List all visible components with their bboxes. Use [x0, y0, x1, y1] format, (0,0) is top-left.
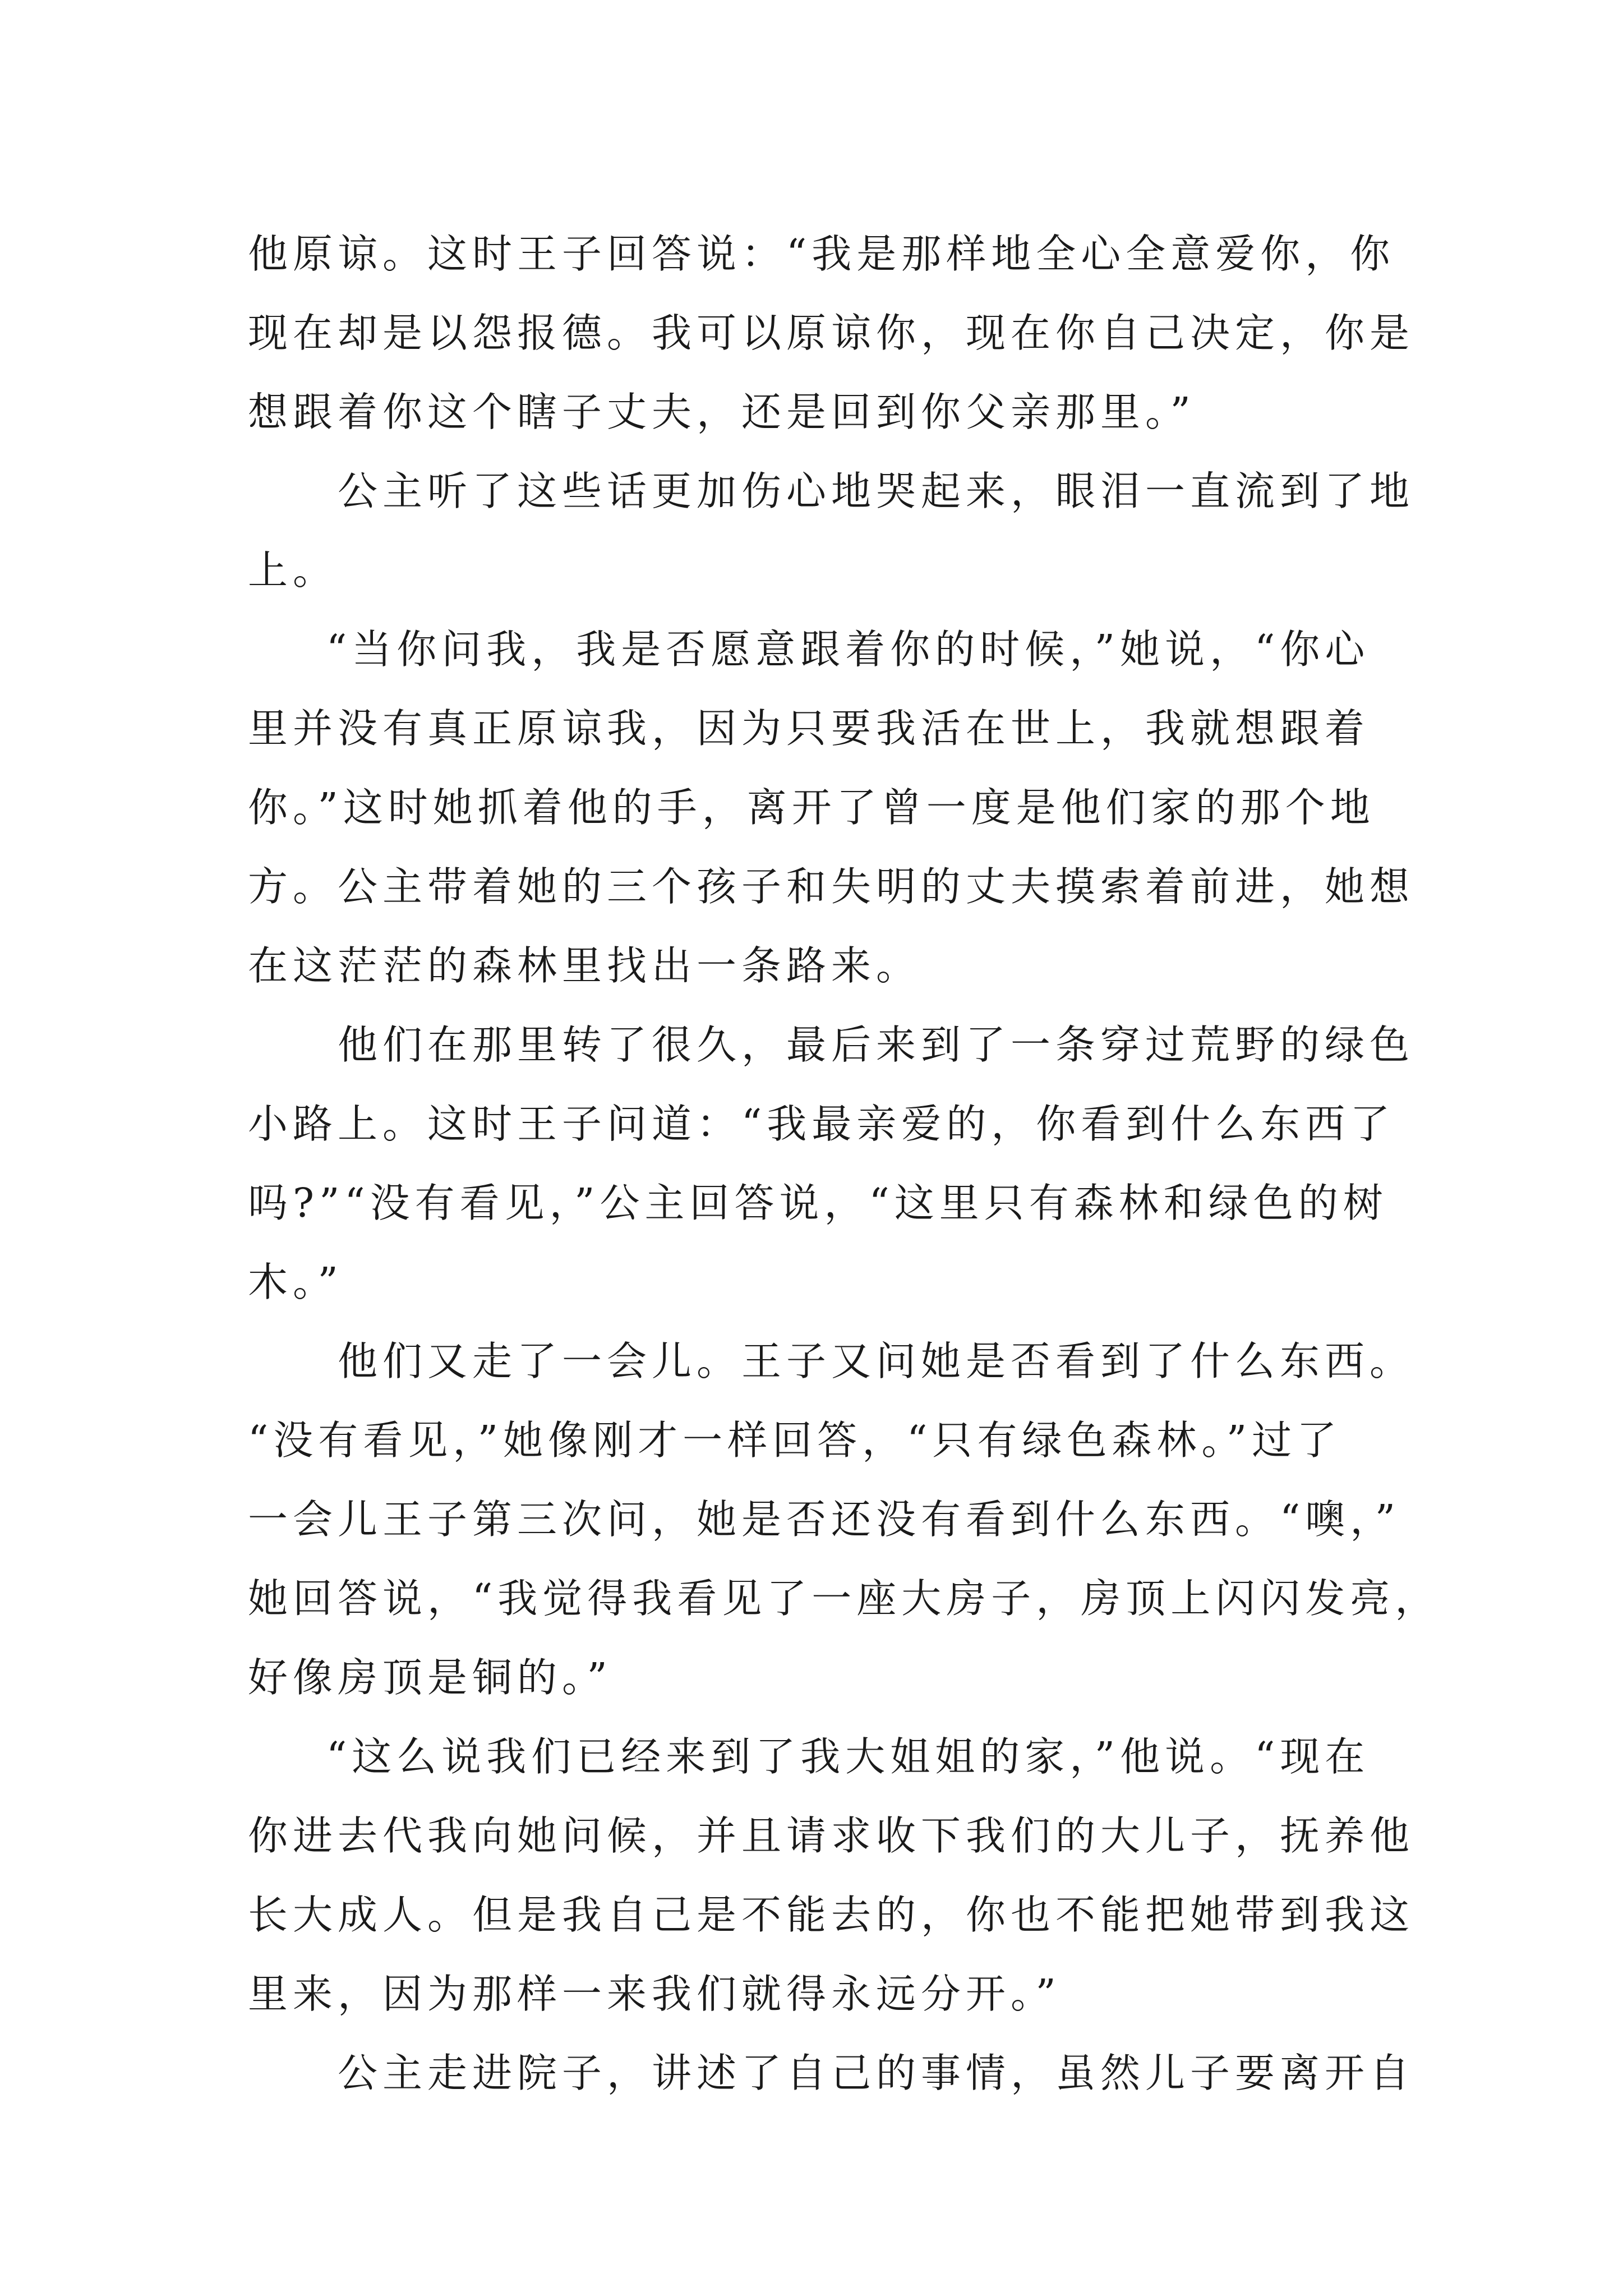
text-line: 公主走进院子，讲述了自己的事情，虽然儿子要离开自 [338, 2050, 1415, 2096]
text-line: 长大成人。但是我自己是不能去的，你也不能把她带到我这 [248, 1892, 1415, 1938]
text-line: 一会儿王子第三次问，她是否还没有看到什么东西。“噢，” [248, 1496, 1401, 1543]
text-line: 她回答说，“我觉得我看见了一座大房子，房顶上闪闪发亮， [248, 1575, 1440, 1622]
text-line: 想跟着你这个瞎子丈夫，还是回到你父亲那里。” [248, 389, 1196, 435]
body-text [248, 214, 1440, 2113]
text-line: 里并没有真正原谅我，因为只要我活在世上，我就想跟着 [248, 705, 1370, 752]
text-line: 方。公主带着她的三个孩子和失明的丈夫摸索着前进，她想 [248, 863, 1415, 910]
text-line: 现在却是以怨报德。我可以原谅你，现在你自己决定，你是 [248, 310, 1415, 356]
text-line: “没有看见，”她像刚才一样回答，“只有绿色森林。”过了 [248, 1417, 1342, 1464]
text-line: 在这茫茫的森林里找出一条路来。 [248, 942, 921, 989]
text-line: 好像房顶是铜的。” [248, 1654, 612, 1701]
text-line: 他原谅。这时王子回答说：“我是那样地全心全意爱你，你 [248, 231, 1395, 277]
text-line: 里来，因为那样一来我们就得永远分开。” [248, 1971, 1061, 2017]
text-line: 公主听了这些话更加伤心地哭起来，眼泪一直流到了地 [338, 468, 1415, 514]
text-line: “当你问我，我是否愿意跟着你的时候，”她说，“你心 [326, 626, 1370, 673]
text-line: 他们又走了一会儿。王子又问她是否看到了什么东西。 [338, 1338, 1415, 1384]
text-line: 你。”这时她抓着他的手，离开了曾一度是他们家的那个地 [248, 784, 1375, 831]
text-line: 上。 [248, 547, 338, 593]
text-line: 吗?”“没有看见，”公主回答说，“这里只有森林和绿色的树 [248, 1180, 1388, 1226]
text-line: 你进去代我向她问候，并且请求收下我们的大儿子，抚养他 [248, 1812, 1415, 1859]
text-line: “这么说我们已经来到了我大姐姐的家，”他说。“现在 [326, 1733, 1370, 1780]
text-line: 木。” [248, 1259, 343, 1305]
text-line: 小路上。这时王子问道：“我最亲爱的，你看到什么东西了 [248, 1101, 1395, 1147]
text-line: 他们在那里转了很久，最后来到了一条穿过荒野的绿色 [338, 1022, 1415, 1068]
